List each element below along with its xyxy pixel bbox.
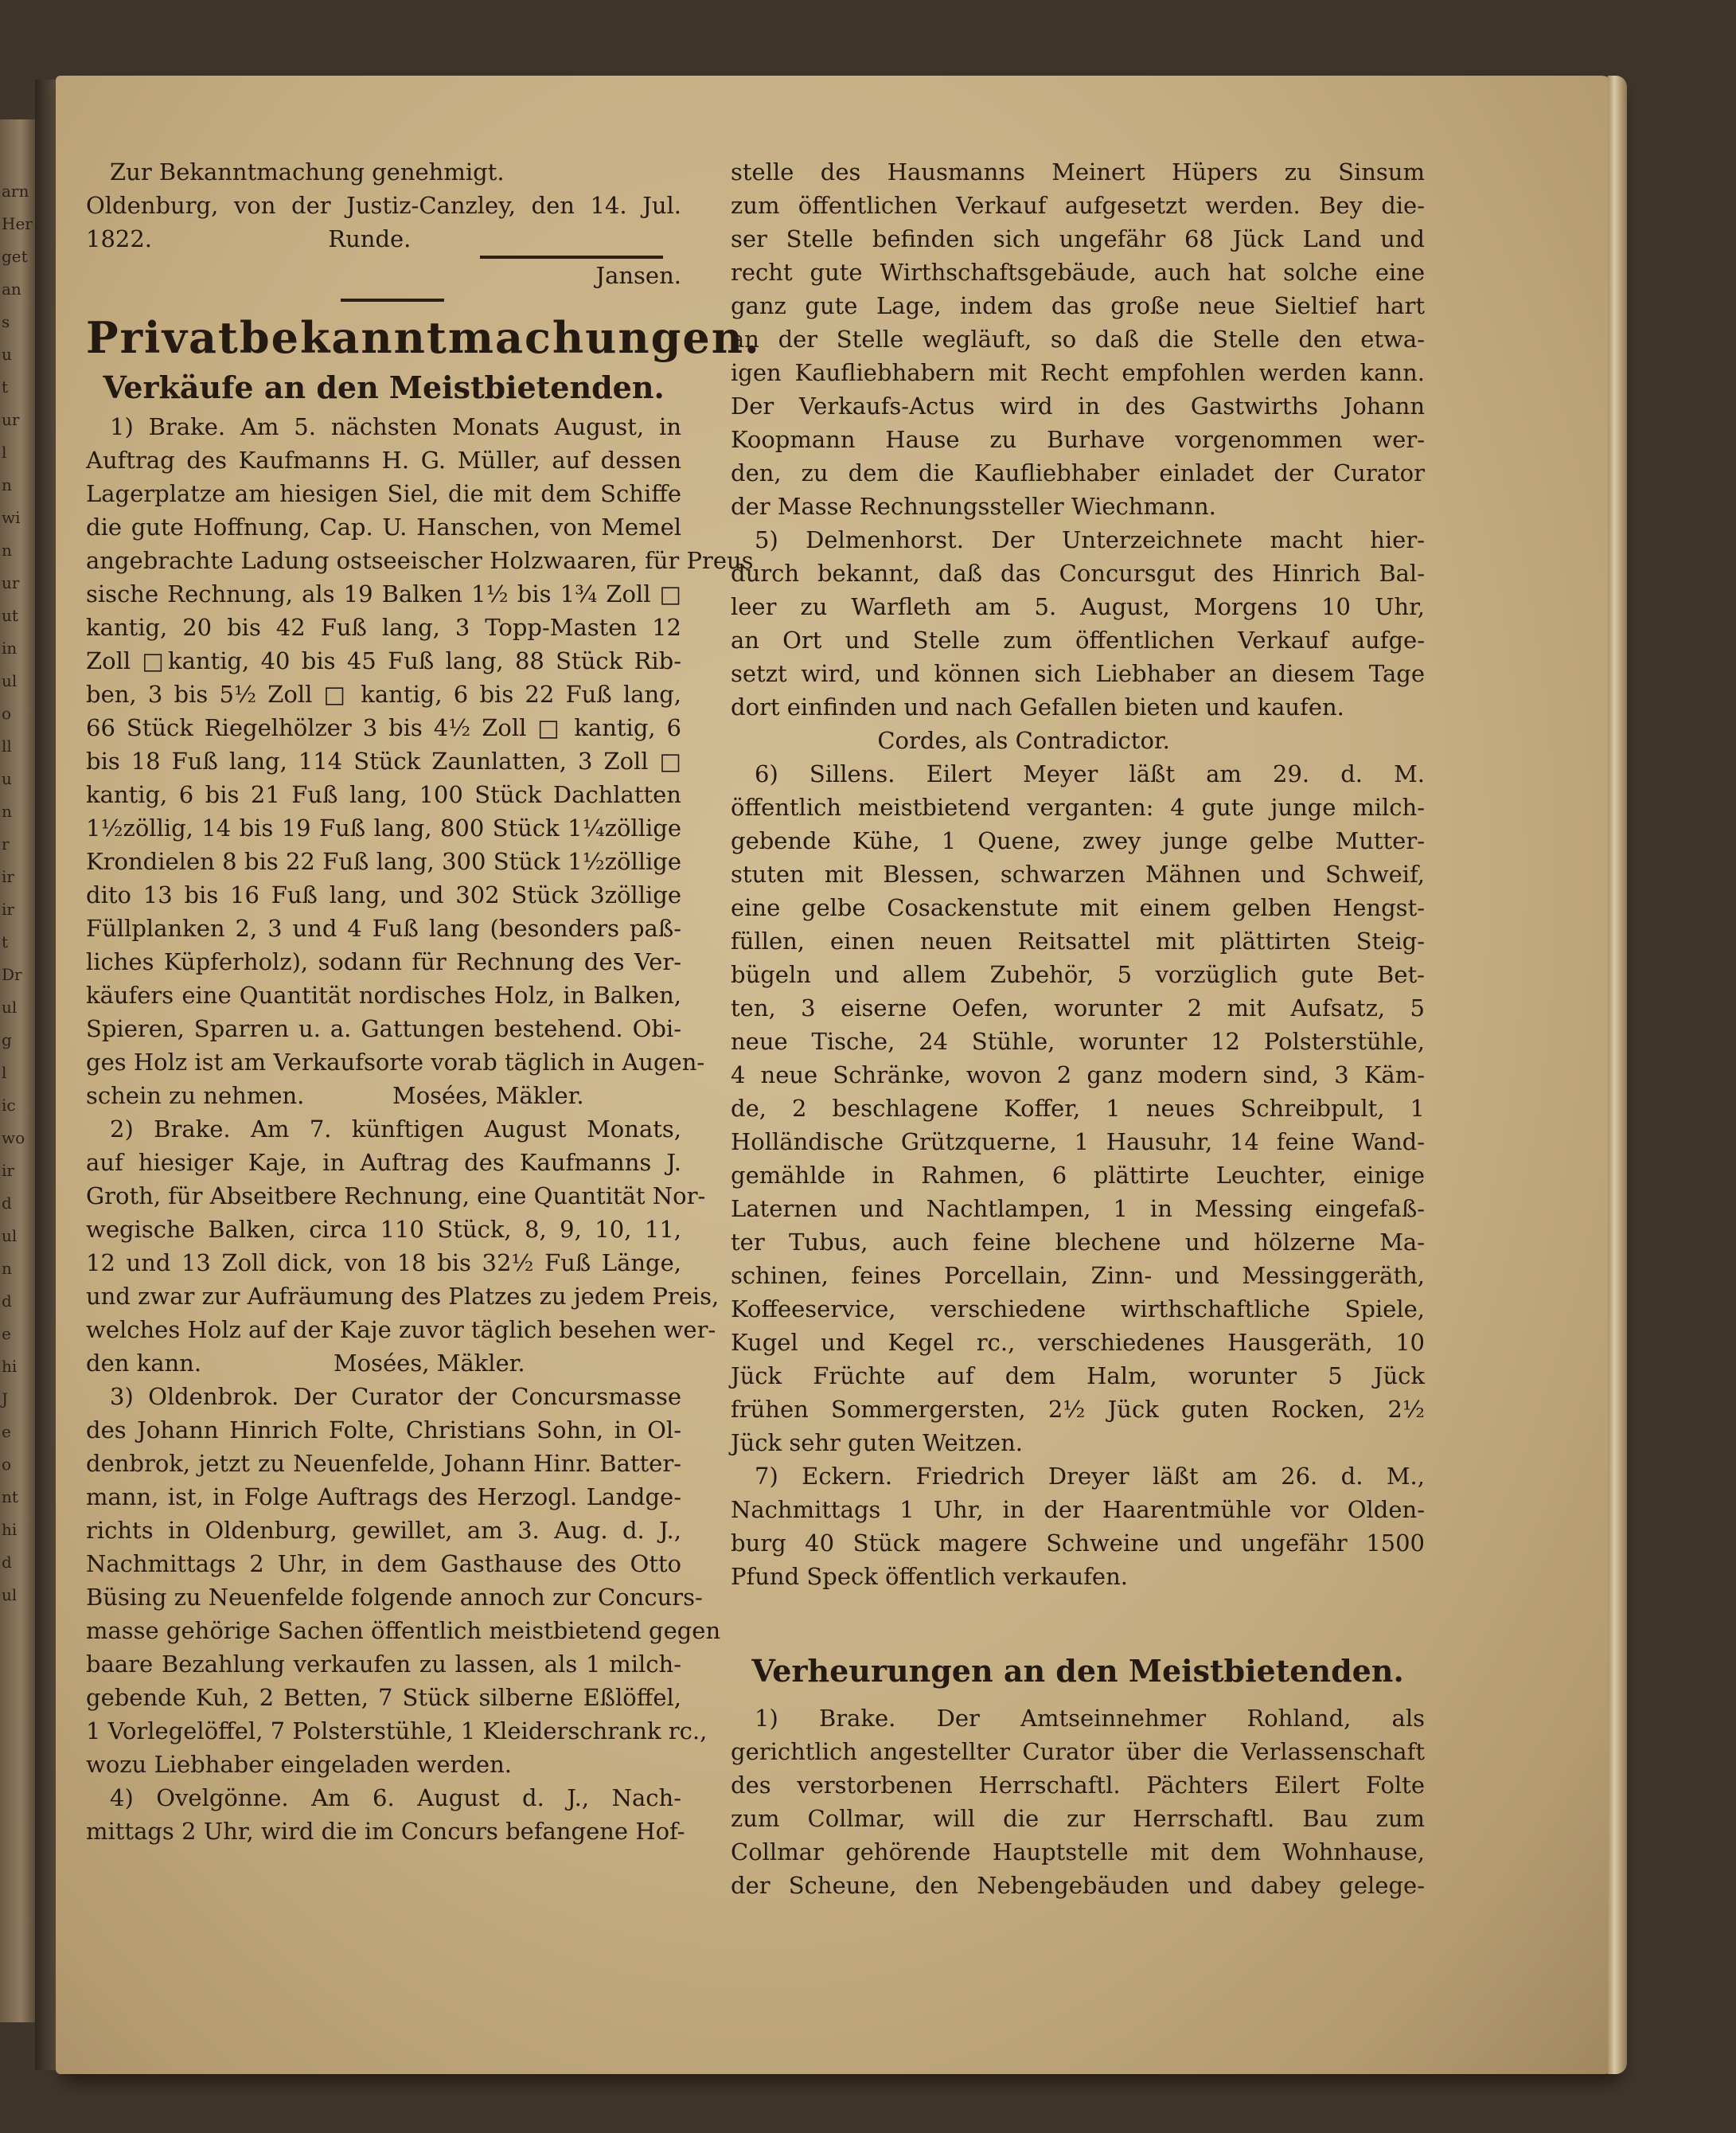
text-line: sische Rechnung, als 19 Balken 1½ bis 1¾ Zoll □: [86, 580, 681, 607]
text-line: an der Stelle wegläuft, so daß die Stelle den etwa-: [731, 326, 1425, 353]
margin-fragment: wi: [2, 508, 21, 527]
text-line: Büsing zu Neuenfelde folgende annoch zur Concurs-: [86, 1584, 703, 1611]
margin-fragment: get: [2, 247, 28, 266]
margin-fragment: o: [2, 1455, 12, 1474]
margin-fragment: Her: [2, 214, 33, 233]
text-line: Cordes, als Contradictor.: [731, 727, 1170, 754]
notice-line: Zur Bekanntmachung genehmigt.: [110, 158, 505, 186]
text-line: den, zu dem die Kaufliebhaber einladet der Curator: [731, 459, 1425, 486]
text-line: Groth, für Abseitbere Rechnung, eine Quantität Nor-: [86, 1182, 706, 1209]
text-line: bügeln und allem Zubehör, 5 vorzüglich gute Bet-: [731, 961, 1425, 988]
text-line: burg 40 Stück magere Schweine und ungefähr 1500: [731, 1529, 1425, 1557]
text-line: 4 neue Schränke, wovon 2 ganz modern sind, 3 Käm-: [731, 1061, 1425, 1088]
text-line: 7) Eckern. Friedrich Dreyer läßt am 26. d. M.,: [755, 1463, 1425, 1490]
text-line: ten, 3 eiserne Oefen, worunter 2 mit Aufsatz, 5: [731, 994, 1425, 1022]
section-divider: [341, 299, 444, 302]
text-line: schinen, feines Porcellain, Zinn- und Messinggeräth,: [731, 1262, 1425, 1289]
margin-fragment: d: [2, 1193, 12, 1213]
text-line: baare Bezahlung verkaufen zu lassen, als 1 milch-: [86, 1651, 681, 1678]
margin-fragment: ut: [2, 606, 18, 625]
text-line: richts in Oldenburg, gewillet, am 3. Aug. d. J.,: [86, 1517, 681, 1544]
margin-fragment: ur: [2, 573, 20, 592]
text-line: Lagerplatze am hiesigen Siel, die mit dem Schiffe: [86, 480, 681, 507]
text-line: setzt wird, und können sich Liebhaber an diesem Tage: [731, 660, 1425, 687]
text-line: 2) Brake. Am 7. künftigen August Monats,: [110, 1115, 681, 1143]
margin-fragment: l: [2, 443, 7, 462]
text-line: der Masse Rechnungssteller Wiechmann.: [731, 493, 1216, 520]
text-line: 3) Oldenbrok. Der Curator der Concursmasse: [110, 1383, 681, 1410]
margin-fragment: J: [2, 1389, 9, 1408]
page-stack-edge: [1608, 76, 1627, 2074]
text-line: 5) Delmenhorst. Der Unterzeichnete macht hier-: [755, 526, 1425, 553]
text-line: liches Küpferholz), sodann für Rechnung des Ver-: [86, 948, 681, 975]
text-line: kantig, 6 bis 21 Fuß lang, 100 Stück Dachlatten: [86, 781, 681, 808]
text-line: 1) Brake. Der Amtseinnehmer Rohland, als: [755, 1705, 1425, 1732]
text-line: kantig, 20 bis 42 Fuß lang, 3 Topp-Masten 12: [86, 614, 681, 641]
text-line: Koopmann Hause zu Burhave vorgenommen wer-: [731, 426, 1425, 453]
left-column: [86, 155, 761, 1848]
text-line: Pfund Speck öffentlich verkaufen.: [731, 1563, 1128, 1590]
margin-fragment: wo: [2, 1128, 25, 1147]
text-line: denbrok, jetzt zu Neuenfelde, Johann Hinr. Batter-: [86, 1450, 681, 1477]
margin-fragment: e: [2, 1324, 11, 1343]
text-line: und zwar zur Aufräumung des Platzes zu jedem Preis,: [86, 1283, 720, 1310]
text-line: ter Tubus, auch feine blechene und hölzerne Ma-: [731, 1229, 1425, 1256]
text-line: eine gelbe Cosackenstute mit einem gelben Hengst-: [731, 894, 1425, 921]
notice-line: Oldenburg, von der Justiz-Canzley, den 14. Jul.: [86, 192, 681, 219]
margin-fragment: s: [2, 312, 10, 331]
text-line: mittags 2 Uhr, wird die im Concurs befangene Hof-: [86, 1818, 685, 1845]
text-line: Holländische Grützquerne, 1 Hausuhr, 14 feine Wand-: [731, 1128, 1425, 1155]
text-line: an Ort und Stelle zum öffentlichen Verkauf aufge-: [731, 627, 1425, 654]
text-line: igen Kaufliebhabern mit Recht empfohlen werden kann.: [731, 359, 1425, 386]
text-line: ganz gute Lage, indem das große neue Sieltief hart: [731, 292, 1425, 319]
margin-fragment: l: [2, 1063, 7, 1082]
margin-fragment: t: [2, 932, 9, 951]
margin-fragment: u: [2, 769, 12, 788]
text-line: gebende Kuh, 2 Betten, 7 Stück silberne Eßlöffel,: [86, 1684, 681, 1711]
text-line: Spieren, Sparren u. a. Gattungen bestehend. Obi-: [86, 1015, 681, 1042]
margin-fragment: d: [2, 1291, 12, 1311]
margin-fragment: in: [2, 639, 18, 658]
text-line: welches Holz auf der Kaje zuvor täglich besehen wer-: [86, 1316, 716, 1343]
right-section2-text: [731, 1701, 1425, 1902]
text-line: 12 und 13 Zoll dick, von 18 bis 32½ Fuß Länge,: [86, 1249, 681, 1276]
text-line: die gute Hoffnung, Cap. U. Hanschen, von Memel: [86, 514, 681, 541]
text-line: Jück Früchte auf dem Halm, worunter 5 Jück: [731, 1362, 1425, 1389]
text-line: Jück sehr guten Weitzen.: [731, 1429, 1023, 1456]
margin-fragment: u: [2, 345, 12, 364]
text-line: leer zu Warfleth am 5. August, Morgens 10 Uhr,: [731, 593, 1425, 620]
margin-fragment: ir: [2, 900, 14, 919]
margin-fragment: hi: [2, 1357, 18, 1376]
text-line: öffentlich meistbietend verganten: 4 gute junge milch-: [731, 794, 1425, 821]
text-line: gemählde in Rahmen, 6 plättirte Leuchter, einige: [731, 1162, 1425, 1189]
text-line: auf hiesiger Kaje, in Auftrag des Kaufmanns J.: [86, 1149, 681, 1176]
text-line: ges Holz ist am Verkaufsorte vorab täglich in Augen-: [86, 1049, 705, 1076]
section-title: Privatbekanntmachungen.: [86, 312, 761, 363]
spacer: [731, 1694, 1425, 1701]
margin-fragment: ul: [2, 671, 18, 690]
right-column: [731, 155, 1425, 1902]
text-line: gerichtlich angestellter Curator über die Verlassenschaft: [731, 1738, 1425, 1765]
text-line: des Johann Hinrich Folte, Christians Sohn, in Ol-: [86, 1416, 681, 1443]
text-line: stelle des Hausmanns Meinert Hüpers zu Sinsum: [731, 158, 1425, 186]
text-line: wozu Liebhaber eingeladen werden.: [86, 1751, 512, 1778]
subsection-title: Verkäufe an den Meistbietenden.: [103, 369, 665, 405]
spacer: [731, 1593, 1425, 1649]
margin-fragment: hi: [2, 1520, 18, 1539]
text-line: käufers eine Quantität nordisches Holz, in Balken,: [86, 982, 681, 1009]
margin-fragment: e: [2, 1422, 11, 1441]
text-line: Kugel und Kegel rc., verschiedenes Hausgeräth, 10: [731, 1329, 1425, 1356]
margin-fragment: n: [2, 1259, 12, 1278]
margin-fragment: t: [2, 377, 9, 397]
text-line: angebrachte Ladung ostseeischer Holzwaaren, für Preus: [86, 547, 754, 574]
text-line: Nachmittags 2 Uhr, in dem Gasthause des Otto: [86, 1550, 681, 1577]
margin-fragment: n: [2, 475, 12, 494]
text-line: füllen, einen neuen Reitsattel mit plättirten Steig-: [731, 928, 1425, 955]
margin-fragment: r: [2, 834, 10, 854]
text-line: 1 Vorlegelöffel, 7 Polsterstühle, 1 Kleiderschrank rc.,: [86, 1717, 708, 1744]
text-line: Laternen und Nachtlampen, 1 in Messing eingefaß-: [731, 1195, 1425, 1222]
margin-fragment: an: [2, 279, 21, 299]
text-line: Füllplanken 2, 3 und 4 Fuß lang (besonders paß-: [86, 915, 681, 942]
margin-fragment: ul: [2, 998, 18, 1017]
text-line: gebende Kühe, 1 Quene, zwey junge gelbe Mutter-: [731, 827, 1425, 854]
text-line: Nachmittags 1 Uhr, in der Haarentmühle vor Olden-: [731, 1496, 1425, 1523]
text-line: de, 2 beschlagene Koffer, 1 neues Schreibpult, 1: [731, 1095, 1425, 1122]
right-body-text: [731, 155, 1425, 1593]
text-line: 66 Stück Riegelhölzer 3 bis 4½ Zoll □ kantig, 6: [86, 714, 681, 741]
text-line: recht gute Wirthschaftsgebäude, auch hat solche eine: [731, 259, 1425, 286]
margin-fragment: Dr: [2, 965, 22, 984]
text-line: den kann. Mosées, Mäkler.: [86, 1350, 525, 1377]
margin-fragment: d: [2, 1553, 12, 1572]
text-line: Zoll □kantig, 40 bis 45 Fuß lang, 88 Stück Rib-: [86, 647, 681, 674]
text-line: dito 13 bis 16 Fuß lang, und 302 Stück 3zöllige: [86, 881, 681, 908]
text-line: bis 18 Fuß lang, 114 Stück Zaunlatten, 3 Zoll □: [86, 748, 681, 775]
text-line: zum öffentlichen Verkauf aufgesetzt werden. Bey die-: [731, 192, 1425, 219]
text-line: ben, 3 bis 5½ Zoll □ kantig, 6 bis 22 Fuß lang,: [86, 681, 681, 708]
margin-fragment: ir: [2, 1161, 14, 1180]
margin-fragment: nt: [2, 1487, 18, 1506]
margin-fragment: ll: [2, 736, 12, 756]
text-line: Auftrag des Kaufmanns H. G. Müller, auf dessen: [86, 447, 681, 474]
text-line: Krondielen 8 bis 22 Fuß lang, 300 Stück 1½zöllige: [86, 848, 681, 875]
text-line: dort einfinden und nach Gefallen bieten und kaufen.: [731, 693, 1344, 721]
margin-fragment: ul: [2, 1226, 18, 1245]
text-line: schein zu nehmen. Mosées, Mäkler.: [86, 1082, 584, 1109]
text-line: 1) Brake. Am 5. nächsten Monats August, in: [110, 413, 681, 440]
text-line: Collmar gehörende Hauptstelle mit dem Wohnhause,: [731, 1838, 1425, 1865]
text-line: stuten mit Blessen, schwarzen Mähnen und Schweif,: [731, 861, 1425, 888]
notice-line: 1822. Runde.: [86, 225, 412, 252]
text-line: ser Stelle befinden sich ungefähr 68 Jück Land und: [731, 225, 1425, 252]
margin-fragment: o: [2, 704, 12, 723]
text-line: masse gehörige Sachen öffentlich meistbietend gegen: [86, 1617, 721, 1644]
margin-fragment: ir: [2, 867, 14, 886]
text-line: neue Tische, 24 Stühle, worunter 12 Polsterstühle,: [731, 1028, 1425, 1055]
margin-fragment: g: [2, 1030, 12, 1049]
section2-title: Verheurungen an den Meistbietenden.: [751, 1653, 1404, 1689]
text-line: Koffeeservice, verschiedene wirthschaftliche Spiele,: [731, 1295, 1425, 1322]
text-line: 6) Sillens. Eilert Meyer läßt am 29. d. M.: [755, 760, 1425, 787]
text-line: wegische Balken, circa 110 Stück, 8, 9, 10, 11,: [86, 1216, 681, 1243]
margin-fragment: ul: [2, 1585, 18, 1604]
margin-fragment: arn: [2, 182, 29, 201]
previous-page-margin-text: [2, 175, 33, 1927]
margin-fragment: n: [2, 802, 12, 821]
text-line: mann, ist, in Folge Auftrags des Herzogl. Landge-: [86, 1483, 681, 1510]
left-body-text: [86, 410, 754, 1848]
text-line: zum Collmar, will die zur Herrschaftl. Bau zum: [731, 1805, 1425, 1832]
margin-fragment: n: [2, 541, 12, 560]
text-line: 4) Ovelgönne. Am 6. August d. J., Nach-: [110, 1784, 681, 1811]
text-line: Der Verkaufs-Actus wird in des Gastwirths Johann: [731, 393, 1425, 420]
notice-signature: Jansen.: [595, 262, 681, 289]
text-line: der Scheune, den Nebengebäuden und dabey gelege-: [731, 1872, 1425, 1899]
margin-fragment: ic: [2, 1096, 16, 1115]
margin-fragment: ur: [2, 410, 20, 429]
text-line: 1½zöllig, 14 bis 19 Fuß lang, 800 Stück 1¼zöllige: [86, 815, 681, 842]
text-line: des verstorbenen Herrschaftl. Pächters Eilert Folte: [731, 1772, 1425, 1799]
text-line: durch bekannt, daß das Concursgut des Hinrich Bal-: [731, 560, 1425, 587]
text-line: frühen Sommergersten, 2½ Jück guten Rocken, 2½: [731, 1396, 1425, 1423]
